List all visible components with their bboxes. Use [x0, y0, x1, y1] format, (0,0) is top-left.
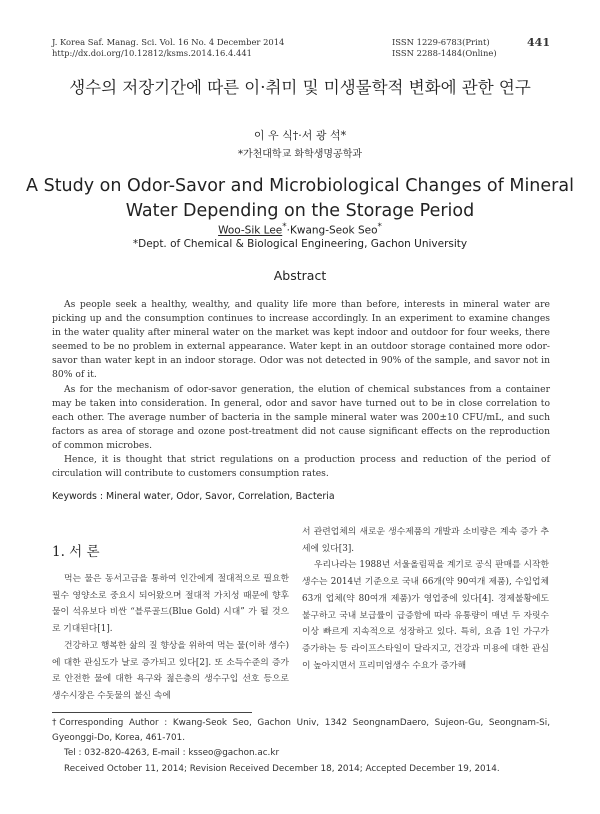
issn-online: ISSN 2288-1484(Online) [392, 48, 497, 58]
contact-info: Tel : 032-820-4263, E-mail : ksseo@gachon.ac.kr [64, 748, 280, 759]
body-paragraph: 먹는 물은 동서고금을 통하여 인간에게 절대적으로 필요한 필수 영양소로 중요시 되어왔으며 절대적 가치성 때문에 향후 물이 석유보다 비싼 “블루골드(Blue Gold) 시대” 가 될 것으로 기대된다[1]. [52, 574, 289, 635]
author-second-mark: * [377, 222, 382, 232]
right-column [302, 524, 549, 674]
abstract-paragraph: Hence, it is thought that strict regulations on a production process and reduction of the period of circulation will contribute to customers consumption rates. [52, 454, 550, 480]
korean-title: 생수의 저장기간에 따른 이·취미 및 미생물학적 변화에 관한 연구 [69, 78, 531, 97]
korean-authors: 이 우 식†·서 광 석* [253, 129, 347, 142]
page-number: 441 [527, 36, 550, 49]
footnote [52, 716, 550, 777]
doi-link[interactable]: http://dx.doi.org/10.12812/ksms.2014.16.4.441 [52, 48, 252, 58]
journal-citation: J. Korea Saf. Manag. Sci. Vol. 16 No. 4 December 2014 [52, 37, 285, 47]
header-right [392, 37, 502, 59]
corresponding-author: †Corresponding Author : Kwang-Seok Seo, Gachon Univ, 1342 SeongnamDaero, Sujeon-Gu, Seongnam-Si, Gyeonggi-Do, Korea, 461-701. [52, 718, 550, 744]
english-affiliation: *Dept. of Chemical & Biological Engineering, Gachon University [132, 238, 468, 250]
body-paragraph: 건강하고 행복한 삶의 질 향상을 위하여 먹는 물(이하 생수)에 대한 관심도가 날로 증가되고 있다[2]. 또 소득수준의 증가로 안전한 물에 대한 욕구와 젊은층의 생수구입 선호 등으로 생수시장은 수돗물의 불신 속에 [52, 640, 289, 701]
author-first-mark: * [282, 222, 287, 232]
abstract-paragraph: As people seek a healthy, wealthy, and quality life more than before, interests in mineral water are picking up and the consumption continues to increase accordingly. In an experiment to examine changes in the water quality after mineral water on the market was kept indoor and outdoor for four weeks, there seemed to be no problem in external appearance. Water kept in an outdoor storage contained more odor-savor than water kept in an indoor storage. Odor was not detected in 90% of the sample, and savor not in 80% of it. [52, 299, 550, 381]
issn-print: ISSN 1229-6783(Print) [392, 37, 490, 47]
english-authors [0, 222, 600, 237]
left-column [52, 571, 289, 705]
abstract-paragraph: As for the mechanism of odor-savor generation, the elution of chemical substances from a container may be taken into consideration. In general, odor and savor have turned out to be in close correlation to each other. The average number of bacteria in the sample mineral water was 200±10 CFU/mL, and such factors as area of storage and ozone post-treatment did not cause significant effects on the reproduction of common microbes. [52, 383, 550, 451]
body-paragraph: 우리나라는 1988년 서울올림픽을 계기로 공식 판매를 시작한 생수는 2014년 기준으로 국내 66개(약 90여개 제품), 수입업체 63개 업체(약 80여개 제품)가 영업중에 있다[4]. 경제불황에도 불구하고 국내 보급률이 급증함에 따라 유통량이 매년 두 자릿수 이상 빠르게 지속적으로 성장하고 있다. 특히, 요즘 1인 가구가 증가하는 등 라이프스타일이 달라지고, 건강과 미용에 대한 관심이 높아지면서 프리미엄생수 수요가 증가해 [302, 560, 549, 671]
author-first: Woo-Sik Lee [218, 224, 283, 237]
author-separator: · [286, 224, 290, 237]
abstract-heading: Abstract [273, 268, 327, 283]
abstract-body [52, 298, 550, 481]
received-dates: Received October 11, 2014; Revision Received December 18, 2014; Accepted December 19, 2014. [64, 763, 500, 774]
header-left [52, 37, 372, 59]
author-second: Kwang-Seok Seo [289, 224, 378, 237]
korean-affiliation: *가천대학교 화학생명공학과 [237, 149, 363, 160]
section-heading: 1. 서 론 [52, 544, 100, 560]
body-paragraph: 서 관련업체의 새로운 생수제품의 개발과 소비량은 계속 증가 추세에 있다[3]. [302, 527, 549, 554]
footnote-divider [52, 712, 252, 713]
english-title: A Study on Odor-Savor and Microbiological Changes of Mineral Water Depending on the Storage Period [26, 176, 574, 221]
keywords: Keywords : Mineral water, Odor, Savor, Correlation, Bacteria [52, 491, 335, 502]
